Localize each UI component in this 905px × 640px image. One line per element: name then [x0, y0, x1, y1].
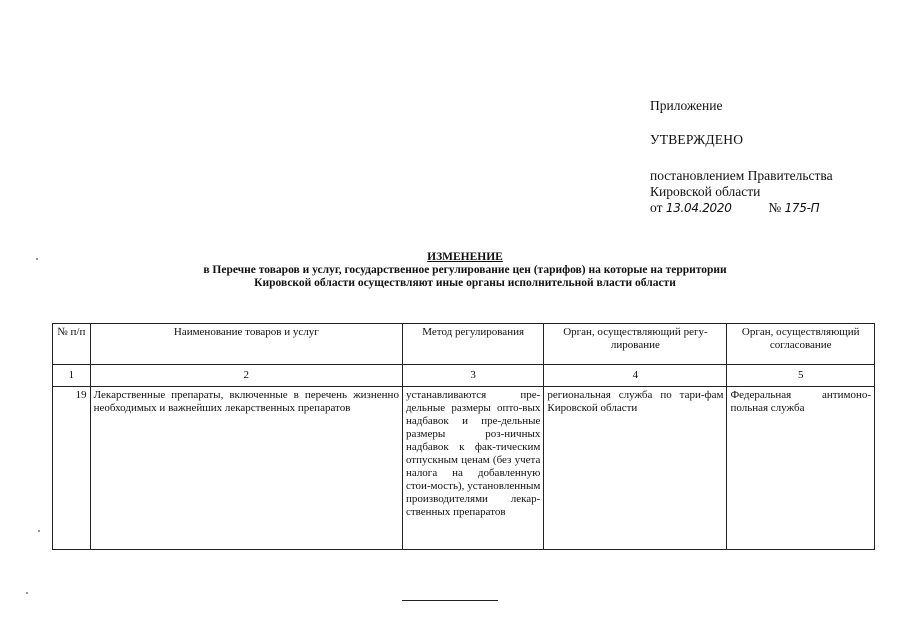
- scan-speck: [38, 530, 40, 532]
- row-regulator: региональная служба по тари-фам Кировской области: [544, 387, 727, 550]
- row-method: устанавливаются пре-дельные размеры опто-вых надбавок и пре-дельные размеры роз-ничных надбавок к фак-тическим отпускным ценам (без учета налога на добавленную стои-мость), установленным производителями лекар-ственных препаратов: [402, 387, 543, 550]
- column-numbers-row: [53, 365, 875, 387]
- approved-by-line-2: Кировской области: [650, 184, 761, 199]
- header-name: Наименование товаров и услуг: [90, 324, 402, 365]
- scan-speck: [26, 592, 28, 594]
- document-title: [120, 251, 810, 290]
- table-header-row: [53, 324, 875, 365]
- header-method: Метод регулирования: [402, 324, 543, 365]
- column-number: 1: [53, 365, 91, 387]
- header-num: № п/п: [53, 324, 91, 365]
- row-number: 19: [53, 387, 91, 550]
- title-line-1: в Перечне товаров и услуг, государственное регулирование цен (тарифов) на которые на территории: [203, 264, 727, 276]
- appendix-label: Приложение: [650, 98, 723, 113]
- number-prefix: №: [768, 200, 782, 215]
- date-prefix: от: [650, 200, 663, 215]
- date-value: 13.04.2020: [665, 201, 732, 215]
- approved-stamp-label: УТВЕРЖДЕНО: [650, 132, 744, 147]
- column-number: 2: [90, 365, 402, 387]
- date-number-line: [650, 200, 890, 216]
- number-value: 175-П: [784, 201, 820, 215]
- approval-block: [650, 98, 890, 216]
- changes-table: [52, 323, 875, 550]
- header-regulator: Орган, осуществляющий регу-лирование: [544, 324, 727, 365]
- row-approver: Федеральная антимоно-польная служба: [727, 387, 875, 550]
- scan-speck: [36, 258, 38, 260]
- header-approver: Орган, осуществляющий согласование: [727, 324, 875, 365]
- approved-by-line-1: постановлением Правительства: [650, 168, 833, 183]
- title-heading: ИЗМЕНЕНИЕ: [427, 251, 503, 263]
- row-name: Лекарственные препараты, включенные в перечень жизненно необходимых и важнейших лекарственных препаратов: [90, 387, 402, 550]
- column-number: 5: [727, 365, 875, 387]
- column-number: 3: [402, 365, 543, 387]
- title-line-2: Кировской области осуществляют иные органы исполнительной власти области: [254, 277, 676, 289]
- column-number: 4: [544, 365, 727, 387]
- footer-divider: [402, 600, 498, 601]
- table-row: [53, 387, 875, 550]
